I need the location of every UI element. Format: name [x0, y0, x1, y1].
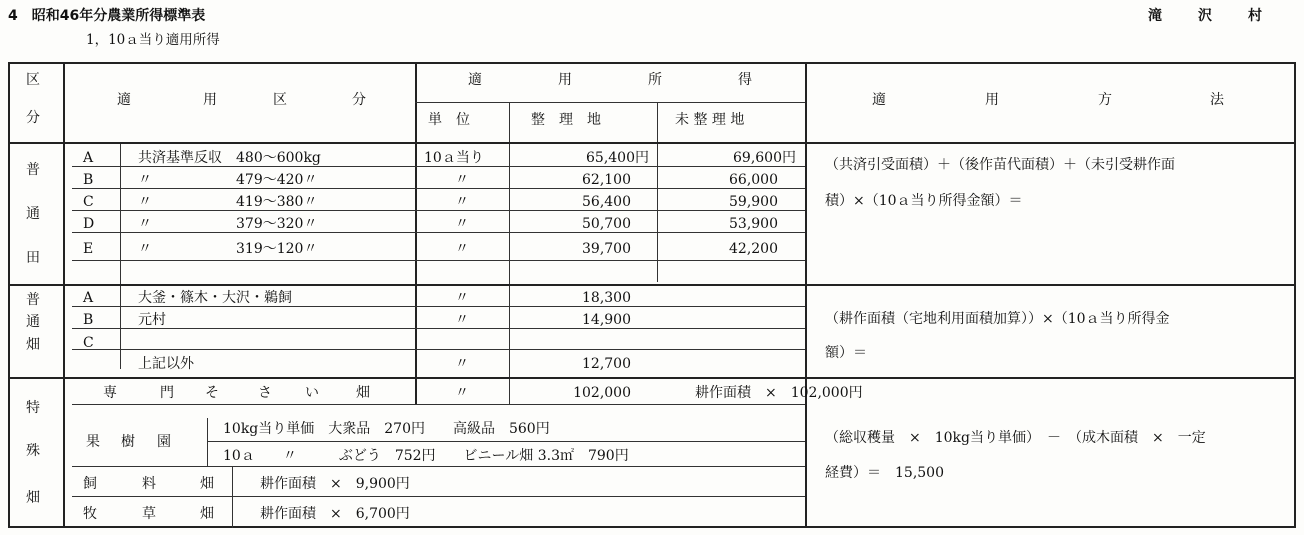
paddy-desc: 共済基準反収 480～600kg — [138, 150, 321, 166]
section-label-upland: 通 — [26, 314, 40, 330]
grade-label: B — [83, 312, 94, 328]
orchard-label: 園 — [157, 434, 171, 450]
method-header: 法 — [1210, 92, 1224, 108]
pasture-label: 畑 — [200, 506, 214, 522]
village-char: 村 — [1248, 8, 1262, 24]
method-header: 方 — [1098, 92, 1112, 108]
pasture-label: 牧 — [83, 506, 97, 522]
pasture-formula: 耕作面積 × 6,700円 — [260, 506, 410, 522]
applied-category-header: 適 — [117, 92, 131, 108]
special-method: 経費）＝ 15,500 — [825, 465, 944, 481]
applied-category-header: 区 — [273, 92, 287, 108]
applied-income-header: 得 — [738, 72, 752, 88]
feed-label: 料 — [142, 476, 156, 492]
section-label-special: 殊 — [26, 443, 40, 459]
section-label-special: 畑 — [26, 490, 40, 506]
applied-income-header: 所 — [648, 72, 662, 88]
paddy-desc: 〃 379～320〃 — [138, 216, 318, 232]
vegetable-label: さ — [258, 385, 272, 401]
unconsolidated-value: 42,200 — [729, 241, 778, 257]
consolidated-value: 65,400円 — [586, 150, 649, 166]
vegetable-label: い — [305, 385, 319, 401]
paddy-desc: 〃 419～380〃 — [138, 194, 318, 210]
unit-cell: 〃 — [455, 356, 469, 372]
applied-category-header: 分 — [352, 92, 366, 108]
village-char: 沢 — [1198, 8, 1212, 24]
paddy-desc: 〃 319～120〃 — [138, 241, 318, 257]
consolidated-value: 50,700 — [582, 216, 631, 232]
consolidated-value: 18,300 — [582, 290, 631, 306]
orchard-label: 樹 — [121, 434, 135, 450]
unit-cell: 10ａ当り — [424, 150, 484, 166]
unit-cell: 〃 — [455, 194, 469, 210]
consolidated-value: 56,400 — [582, 194, 631, 210]
unconsolidated-value: 66,000 — [729, 172, 778, 188]
grade-label: B — [83, 172, 94, 188]
vegetable-label: 専 — [103, 385, 117, 401]
consolidated-value: 62,100 — [582, 172, 631, 188]
pasture-label: 草 — [142, 506, 156, 522]
consolidated-header: 整 理 地 — [531, 112, 601, 128]
unit-cell: 〃 — [455, 385, 469, 401]
section-label-upland: 普 — [26, 292, 40, 308]
vegetable-label: そ — [205, 385, 219, 401]
consolidated-value: 102,000 — [573, 385, 631, 401]
feed-formula: 耕作面積 × 9,900円 — [260, 476, 410, 492]
consolidated-value: 12,700 — [582, 356, 631, 372]
unconsolidated-value: 59,900 — [729, 194, 778, 210]
section-label-special: 特 — [26, 400, 40, 416]
upland-desc: 大釜・篠木・大沢・鵜飼 — [138, 290, 292, 306]
grade-label: D — [83, 216, 95, 232]
grade-label: C — [83, 335, 94, 351]
vegetable-label: 畑 — [356, 385, 370, 401]
unit-header: 単 位 — [428, 112, 470, 128]
upland-desc: 上記以外 — [138, 356, 194, 372]
section-label-paddy: 田 — [26, 250, 40, 266]
consolidated-value: 39,700 — [582, 241, 631, 257]
special-method: （総収穫量 × 10kg当り単価） － （成木面積 × 一定 — [825, 430, 1206, 446]
grade-label: A — [83, 290, 94, 306]
method-header: 用 — [985, 92, 999, 108]
section-label-paddy: 普 — [26, 162, 40, 178]
feed-label: 畑 — [200, 476, 214, 492]
document-title: 4 昭和46年分農業所得標準表 — [8, 8, 206, 24]
vegetable-label: 門 — [160, 385, 174, 401]
upland-method: （耕作面積（宅地利用面積加算））×（10ａ当り所得金 — [825, 311, 1170, 327]
unit-cell: 〃 — [455, 216, 469, 232]
paddy-method: （共済引受面積）＋（後作苗代面積）＋（未引受耕作面 — [825, 157, 1175, 173]
unconsolidated-header: 未 整 理 地 — [675, 112, 745, 128]
applied-category-header: 用 — [203, 92, 217, 108]
unit-cell: 〃 — [455, 290, 469, 306]
section-header: 区 — [26, 72, 40, 88]
orchard-price-line: 10ａ 〃 ぶどう 752円 ビニール畑 3.3㎡ 790円 — [223, 448, 629, 464]
unit-cell: 〃 — [455, 172, 469, 188]
consolidated-value: 14,900 — [582, 312, 631, 328]
grade-label: C — [83, 194, 94, 210]
section-label-paddy: 通 — [26, 206, 40, 222]
section-label-upland: 畑 — [26, 337, 40, 353]
unit-cell: 〃 — [455, 312, 469, 328]
applied-income-header: 適 — [468, 72, 482, 88]
applied-income-header: 用 — [558, 72, 572, 88]
document-subtitle: 1，10ａ当り適用所得 — [86, 32, 220, 48]
orchard-price-line: 10kg当り単価 大衆品 270円 高級品 560円 — [223, 421, 550, 437]
paddy-method: 積）×（10ａ当り所得金額）＝ — [825, 193, 1023, 209]
grade-label: A — [83, 150, 94, 166]
grade-label: E — [83, 241, 94, 257]
unconsolidated-value: 69,600円 — [733, 150, 796, 166]
feed-label: 飼 — [83, 476, 97, 492]
paddy-desc: 〃 479～420〃 — [138, 172, 318, 188]
vegetable-formula: 耕作面積 × 102,000円 — [695, 385, 863, 401]
method-header: 適 — [872, 92, 886, 108]
section-header: 分 — [26, 110, 40, 126]
upland-desc: 元村 — [138, 312, 166, 328]
village-name — [1148, 5, 1262, 25]
unconsolidated-value: 53,900 — [729, 216, 778, 232]
unit-cell: 〃 — [455, 241, 469, 257]
upland-method: 額）＝ — [825, 345, 867, 361]
orchard-label: 果 — [86, 434, 100, 450]
village-char: 滝 — [1148, 8, 1162, 24]
